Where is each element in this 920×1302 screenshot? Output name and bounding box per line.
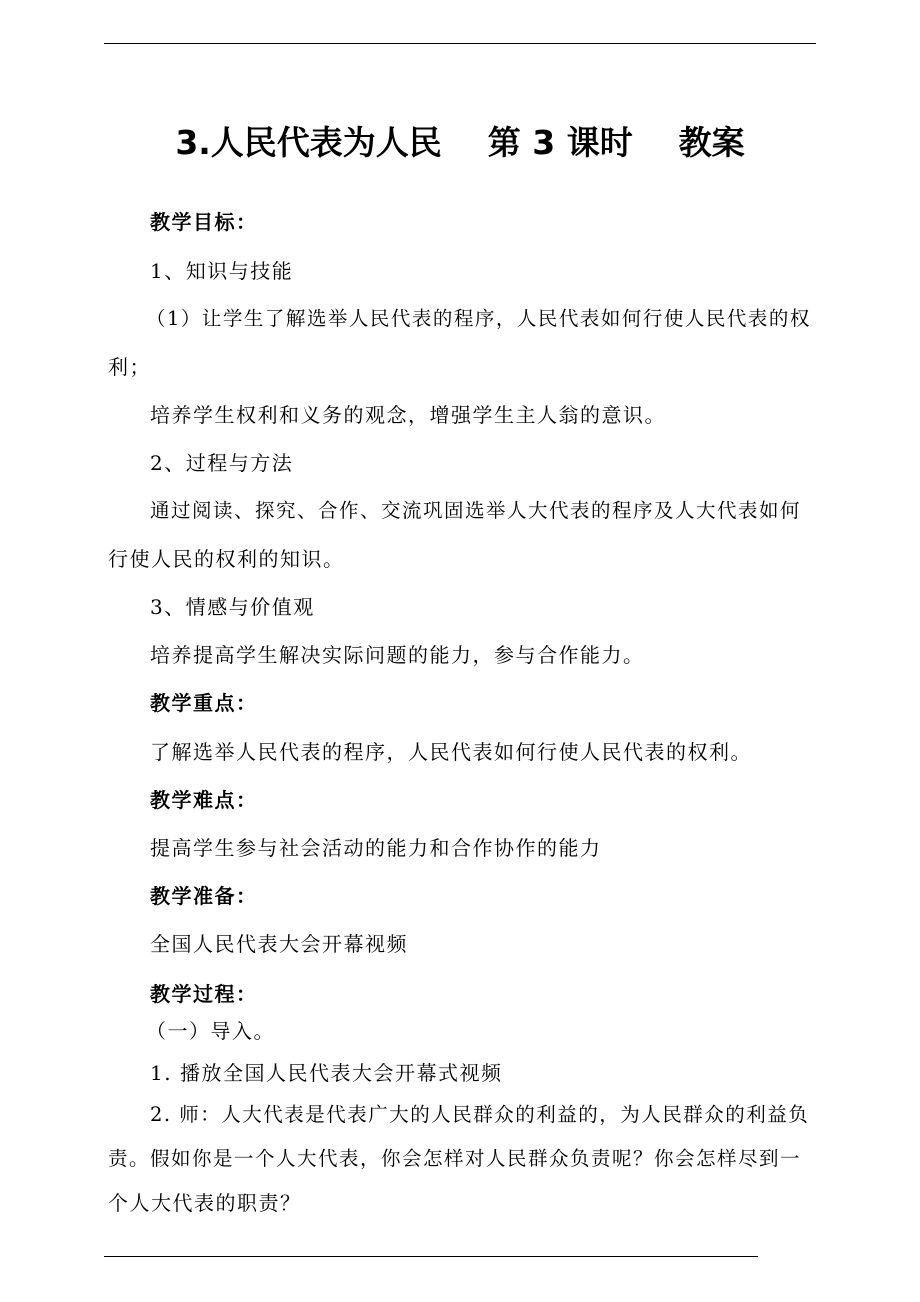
paragraph-line: 个人大代表的职责？ xyxy=(108,1191,302,1215)
paragraph-line: 了解选举人民代表的程序，人民代表如何行使人民代表的权利。 xyxy=(150,740,752,764)
section-heading-preparation: 教学准备： xyxy=(150,884,258,908)
section-heading-objectives: 教学目标： xyxy=(150,210,258,234)
paragraph-line: 行使人民的权利的知识。 xyxy=(108,547,345,571)
paragraph-line: 提高学生参与社会活动的能力和合作协作的能力 xyxy=(150,836,602,860)
list-item: 2. 师：人大代表是代表广大的人民群众的利益的，为人民群众的利益负 xyxy=(150,1103,810,1126)
paragraph-line: （1）让学生了解选举人民代表的程序，人民代表如何行使人民代表的权 xyxy=(146,307,811,330)
section-heading-difficulties: 教学难点： xyxy=(150,788,258,812)
section-heading-process: 教学过程： xyxy=(150,982,258,1006)
list-item: 1. 播放全国人民代表大会开幕式视频 xyxy=(150,1061,503,1085)
paragraph-line: 培养学生权利和义务的观念，增强学生主人翁的意识。 xyxy=(150,403,666,427)
section-heading-key-points: 教学重点： xyxy=(150,691,258,715)
paragraph-line: 责。假如你是一个人大代表，你会怎样对人民群众负责呢？你会怎样尽到一 xyxy=(108,1147,802,1170)
subheading-knowledge-skills: 1、知识与技能 xyxy=(150,259,294,283)
paragraph-line: 培养提高学生解决实际问题的能力，参与合作能力。 xyxy=(150,643,645,667)
paragraph-line: 全国人民代表大会开幕视频 xyxy=(150,932,408,956)
subheading-process-method: 2、过程与方法 xyxy=(150,451,294,475)
footer-rule xyxy=(104,1256,758,1257)
list-item: （一）导入。 xyxy=(146,1019,275,1043)
header-rule xyxy=(104,43,816,44)
subheading-emotion-values: 3、情感与价值观 xyxy=(150,595,315,619)
page-title: 3.人民代表为人民 第 3 课时 教案 xyxy=(175,123,745,162)
paragraph-line: 利； xyxy=(108,355,151,379)
paragraph-line: 通过阅读、探究、合作、交流巩固选举人大代表的程序及人大代表如何 xyxy=(150,499,802,522)
